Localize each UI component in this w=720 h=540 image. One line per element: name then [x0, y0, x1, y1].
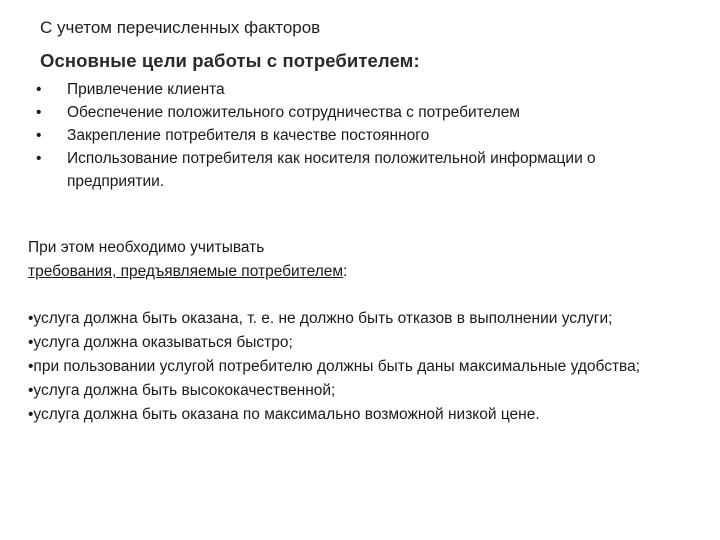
goals-list — [36, 78, 686, 193]
goal-text: Закрепление потребителя в качестве постоянного — [67, 127, 430, 144]
goal-item — [36, 78, 686, 101]
bullet: • — [36, 127, 42, 144]
goal-text: Использование потребителя как носителя положительной информации о предприятии. — [67, 150, 596, 190]
goal-text: Привлечение клиента — [67, 81, 225, 98]
bullet: • — [36, 104, 42, 121]
requirement-item: •при пользовании услугой потребителю должны быть даны максимальные удобства; — [28, 358, 641, 375]
requirements-intro — [28, 236, 347, 284]
requirements-colon: : — [343, 263, 348, 280]
goals-heading: Основные цели работы с потребителем: — [40, 50, 420, 71]
intro-text: С учетом перечисленных факторов — [40, 18, 321, 37]
requirement-item: •услуга должна быть высококачественной; — [28, 382, 336, 399]
goal-item — [36, 101, 686, 124]
goal-text: Обеспечение положительного сотрудничества с потребителем — [67, 104, 520, 121]
requirement-item: •услуга должна быть оказана, т. е. не должно быть отказов в выполнении услуги; — [28, 310, 613, 327]
bullet: • — [36, 81, 42, 98]
requirement-item: •услуга должна быть оказана по максимально возможной низкой цене. — [28, 406, 540, 423]
goal-item — [36, 147, 686, 193]
requirements-list — [28, 307, 698, 427]
requirements-title: требования, предъявляемые потребителем — [28, 263, 344, 280]
requirements-intro-text: При этом необходимо учитывать — [28, 239, 265, 256]
requirement-item: •услуга должна оказываться быстро; — [28, 334, 293, 351]
bullet: • — [36, 150, 42, 167]
goal-item — [36, 124, 686, 147]
